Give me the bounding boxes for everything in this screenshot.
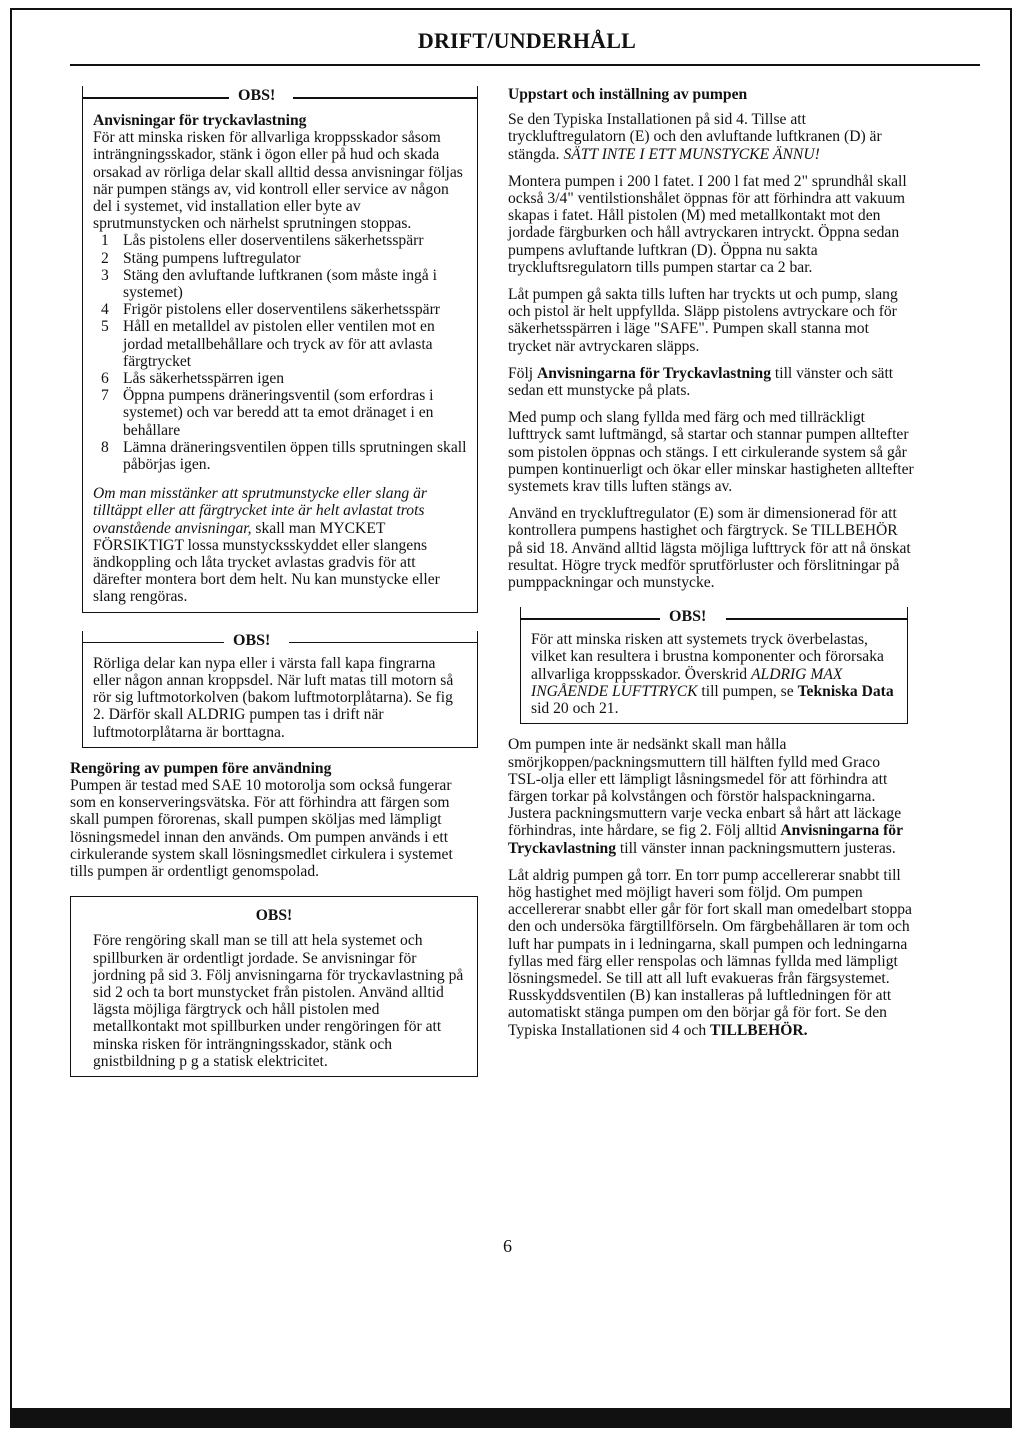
max-pressure-italic: ALDRIG MAX INGÅENDE LUFTTRYCK xyxy=(531,665,843,700)
obs-rule-right xyxy=(293,97,478,99)
startup-heading-paragraph xyxy=(508,86,916,103)
obs-title-line xyxy=(93,631,467,653)
max-pressure-text xyxy=(531,631,897,717)
max-pressure-text-mid: till pumpen, se xyxy=(697,682,798,700)
startup-paragraph-6: Använd en tryckluftregulator (E) som är dimensionerad för att kontrollera pumpens hastighet och färgtryck. Se TILLBEHÖR på sid 18. Använd alltid lägsta möjliga lufttryck för att nå önskat resultat. Högre tryck medför sprutförluster och förslitningar på pumppackningar och munstycke. xyxy=(508,505,911,592)
step-item xyxy=(93,232,467,249)
obs-rule-left xyxy=(82,642,224,644)
cleaning-section xyxy=(70,760,478,880)
step-item xyxy=(93,370,467,387)
step-text: Lås pistolens eller doserventilens säkerhetsspärr xyxy=(123,232,424,250)
startup-p1-text: Se den Typiska Installationen på sid 4. Tillse att tryckluftregulatorn (E) och den avluftande luftkranen (D) är stängda. xyxy=(508,111,882,163)
obs-rule-right xyxy=(289,642,478,644)
header-rule xyxy=(70,64,980,66)
suspected-clog-text: skall man MYCKET FÖRSIKTIGT lossa munstycksskyddet eller slangens ändkoppling och låta trycket avlastas gradvis för att därefter montera bort dem helt. Nu kan munstycke eller slang rengöras. xyxy=(93,519,440,606)
step-number: 7 xyxy=(101,387,109,405)
obs-label: OBS! xyxy=(255,907,293,925)
startup-p4-post: till vänster och sätt sedan ett munstycke på plats. xyxy=(508,364,894,400)
startup-paragraph-5: Med pump och slang fyllda med färg och med tillräckligt lufttryck samt luftmängd, så startar och stannar pumpen alltefter som pistolen öppnas och stängs. I ett cirkulerande system så går pumpen kontinuerligt och ökar eller minskar hastigheten alltefter systemets krav tills luften stängs av. xyxy=(508,409,914,496)
cleaning-heading: Rengöring av pumpen före användning xyxy=(70,759,332,777)
obs-label: OBS! xyxy=(233,631,271,649)
startup-paragraph-2: Montera pumpen i 200 l fatet. I 200 l fat med 2" sprundhål skall också 3/4" ventilstionshålet öppnas för att förhindra att vakuum skapas i fatet. Håll pistolen (M) med metallkontakt mot den jordade färgburken och håll avtryckaren intryckt. Öppna sedan pumpens avluftande luftkran (D). Öppna nu sakta tryckluftsregulatorn tills pumpen startar ca 2 bar. xyxy=(508,172,907,276)
suspected-clog-italic: Om man misstänker att sprutmunstycke eller slang är tilltäppt eller att färgtrycket inte är helt avlastat trots ovanstående anvisningar, xyxy=(93,485,427,537)
pressure-relief-reference: Anvisningarna för Tryckavlastning xyxy=(537,364,771,382)
pressure-relief-steps xyxy=(93,232,467,473)
obs-title-line xyxy=(531,607,897,629)
step-text: Håll en metalldel av pistolen eller ventilen mot en jordad metallbehållare och tryck av för att avlasta färgtrycket xyxy=(123,318,435,370)
startup-paragraph-4 xyxy=(508,365,916,399)
step-text: Lås säkerhetsspärren igen xyxy=(123,370,285,388)
pressure-relief-reference: Anvisningarna för Tryckavlastning xyxy=(508,822,903,857)
step-number: 1 xyxy=(101,232,109,250)
right-column xyxy=(508,86,916,1049)
moving-parts-warning-box xyxy=(82,631,478,748)
dry-run-paragraph xyxy=(508,867,916,1039)
cleaning-warning-box xyxy=(70,896,478,1077)
step-item xyxy=(93,267,467,301)
startup-paragraph-1 xyxy=(508,111,916,163)
step-number: 4 xyxy=(101,301,109,319)
pressure-relief-warning-box xyxy=(82,86,478,613)
cleaning-text: Pumpen är testad med SAE 10 motorolja som också fungerar som en konserveringsvätska. För att förhindra att färgen som skall pumpen förorenas, skall pumpen sköljas med lämpligt lösningsmedel innan den används. Om pumpen används i ett cirkulerande system skall lösningsmedlet cirkulera i systemet tills pumpen är ordentligt genomspolad. xyxy=(70,776,453,880)
packing-nut-text: Om pumpen inte är nedsänkt skall man hålla smörjkoppen/packningsmuttern till hälften fylld med Graco TSL-olja eller ett lämpligt låsningsmedel för att förhindra att färgen torkar på kolvstången och förstör halspackningarna. Justera packningsmuttern varje vecka enbart så hårt att läckage förhindras, inte hårdare, se fig 2. Följ alltid xyxy=(508,736,902,840)
startup-paragraph-3: Låt pumpen gå sakta tills luften har tryckts ut och pump, slang och pistol är helt uppfyllda. Släpp pistolens avtryckare och för säkerhetsspärren i läge "SAFE". Pumpen skall stanna mot trycket när avtryckaren släpps. xyxy=(508,286,898,355)
max-pressure-text-post: sid 20 och 21. xyxy=(531,700,619,718)
obs-label: OBS! xyxy=(669,608,707,626)
step-text: Stäng den avluftande luftkranen (som måste ingå i systemet) xyxy=(123,266,437,302)
page-number: 6 xyxy=(503,1236,512,1256)
accessories-reference: TILLBEHÖR. xyxy=(710,1021,808,1039)
startup-p4-pre: Följ xyxy=(508,364,538,382)
obs-title-line xyxy=(93,86,467,108)
obs-label: OBS! xyxy=(238,87,276,104)
step-item xyxy=(93,387,467,439)
pressure-relief-intro: För att minska risken för allvarliga kroppsskador såsom inträngningsskador, stänk i ögon eller på hud och skada orsakad av rörliga delar skall alltid dessa anvisningar följas när pumpen stängs av, vid kontroll eller service av någon del i systemet, vid installation eller byte av sprutmunstycken och närhelst sprutningen stoppas. xyxy=(93,129,463,233)
step-number: 2 xyxy=(101,249,109,267)
dry-run-text: Låt aldrig pumpen gå torr. En torr pump accellererar snabbt till hög hastighet med möjligt haveri som följd. Om pumpen accellererar snabbt eller går för fort skall man omedelbart stoppa den och undersöka färgtillförseln. Om färgbehållaren är tom och luft har pumpats in i ledningarna, skall pumpen och ledningarna fyllas med färg eller renspolas och lämnas fyllda med lämpligt lösningsmedel. Se till att all luft evakueras från färgsystemet. Russkyddsventilen (B) kan installeras på luftledningen för att automatiskt stänga pumpen om den börjar gå för fort. Se den Typiska Installationen sid 4 och xyxy=(508,866,912,1039)
packing-nut-text-post: till vänster innan packningsmuttern justeras. xyxy=(616,839,896,857)
step-text: Frigör pistolens eller doserventilens säkerhetsspärr xyxy=(123,301,440,319)
step-number: 6 xyxy=(101,370,109,388)
packing-nut-paragraph xyxy=(508,736,916,856)
pressure-relief-heading: Anvisningar för tryckavlastning xyxy=(93,112,307,129)
step-number: 3 xyxy=(101,266,109,284)
step-item xyxy=(93,318,467,370)
max-pressure-warning-box xyxy=(520,607,908,724)
cleaning-warning-text: Före rengöring skall man se till att hela systemet och spillburken är ordentligt jordade. Se anvisningar för jordning på sid 3. Följ anvisningarna för tryckavlastning på sid 2 och ta bort munstycket från pistolen. Använd alltid lägsta möjliga färgtryck och håll pistolen med metallkontakt mot spillburken under rengöringen för att minska risken för inträngningsskador, stänk och gnistbildning p g a statisk elektricitet. xyxy=(93,932,464,1070)
suspected-clog-note xyxy=(93,485,467,605)
obs-rule-left xyxy=(520,618,660,620)
step-item xyxy=(93,439,467,473)
startup-p1-italic: SÄTT INTE I ETT MUNSTYCKE ÄNNU! xyxy=(563,145,820,163)
step-number: 8 xyxy=(101,438,109,456)
technical-data-reference: Tekniska Data xyxy=(797,682,894,700)
step-item xyxy=(93,301,467,318)
step-item xyxy=(93,250,467,267)
moving-parts-text: Rörliga delar kan nypa eller i värsta fall kapa fingrarna eller någon annan kroppsdel. När luft matas till motorn så rör sig luftmotorkolven (bakom luftmotorplåtarna). Se fig 2. Därför skall ALDRIG pumpen tas i drift när luftmotorplåtarna är borttagna. xyxy=(93,654,454,741)
startup-heading: Uppstart och inställning av pumpen xyxy=(508,86,748,103)
step-text: Lämna dräneringsventilen öppen tills sprutningen skall påbörjas igen. xyxy=(123,438,467,474)
max-pressure-text-pre: För att minska risken att systemets tryck överbelastas, vilket kan resultera i brustna komponenter och förorsaka allvarliga kroppsskador. Överskrid xyxy=(531,631,884,683)
section-header-title: DRIFT/UNDERHÅLL xyxy=(417,28,636,53)
obs-rule-right xyxy=(726,618,908,620)
left-column xyxy=(70,86,478,1077)
page-bottom-bar xyxy=(10,1408,1012,1428)
step-text: Öppna pumpens dräneringsventil (som erfordras i systemet) och var beredd att ta emot dränaget i en behållare xyxy=(123,387,434,439)
step-number: 5 xyxy=(101,318,109,336)
step-text: Stäng pumpens luftregulator xyxy=(123,249,301,267)
obs-rule-left xyxy=(82,97,229,99)
